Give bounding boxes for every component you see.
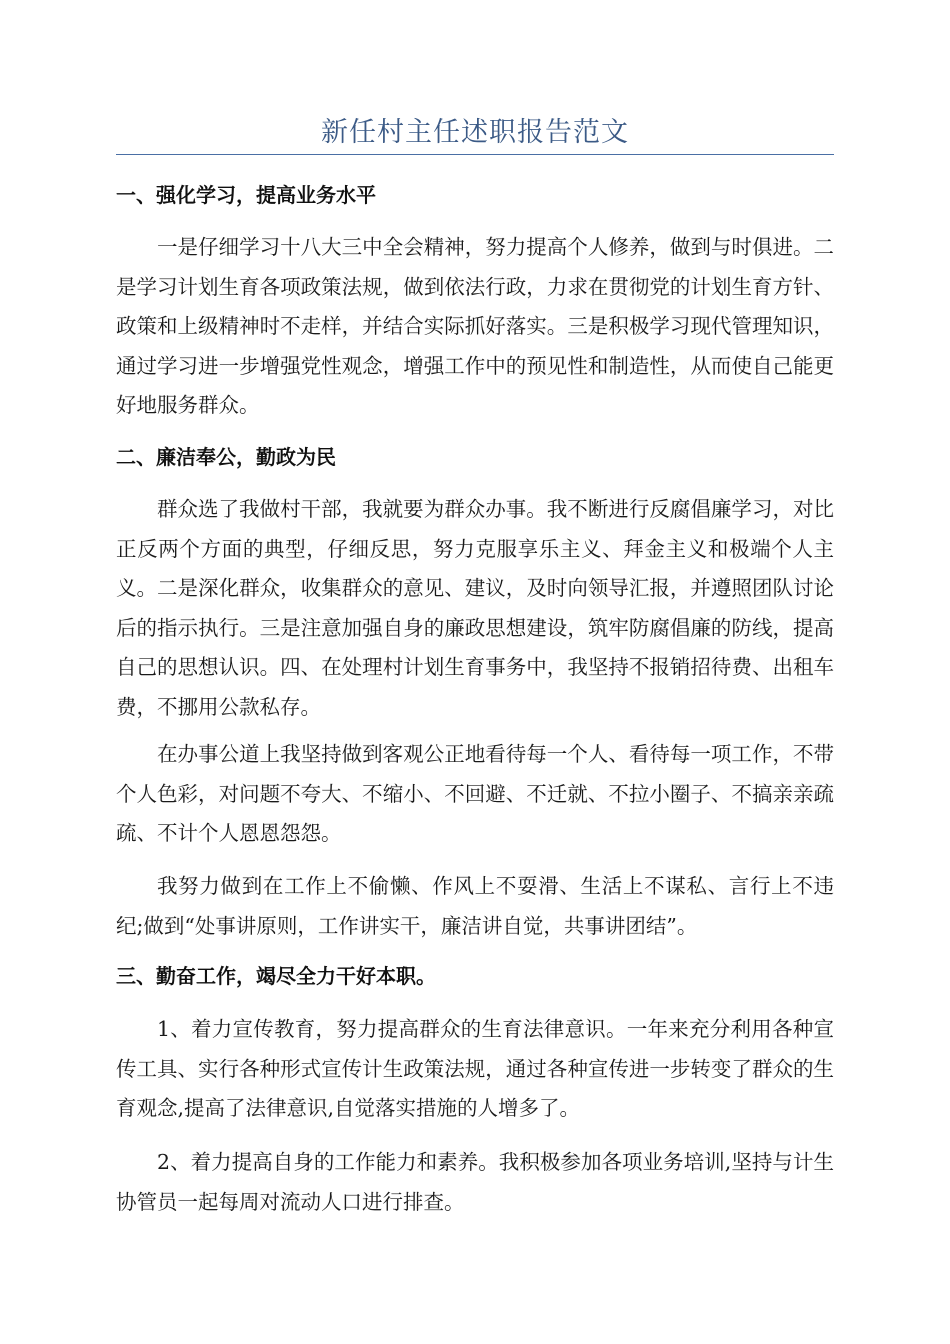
section-2-paragraph-3: 我努力做到在工作上不偷懒、作风上不耍滑、生活上不谋私、言行上不违纪;做到“处事讲原则，工作讲实干，廉洁讲自觉，共事讲团结”。 xyxy=(116,874,834,938)
section-heading-3: 三、勤奋工作，竭尽全力干好本职。 xyxy=(116,964,436,988)
title-underline xyxy=(116,154,834,155)
section-2-paragraph-1: 群众选了我做村干部，我就要为群众办事。我不断进行反腐倡廉学习，对比正反两个方面的典型，仔细反思，努力克服享乐主义、拜金主义和极端个人主义。二是深化群众，收集群众的意见、建议，及时向领导汇报，并遵照团队讨论后的指示执行。三是注意加强自身的廉政思想建设，筑牢防腐倡廉的防线，提高自己的思想认识。四、在处理村计划生育事务中，我坚持不报销招待费、出租车费，不挪用公款私存。 xyxy=(116,497,834,719)
section-heading-2: 二、廉洁奉公，勤政为民 xyxy=(116,445,336,469)
section-heading-1: 一、强化学习，提高业务水平 xyxy=(116,183,376,207)
document-title: 新任村主任述职报告范文 xyxy=(321,117,629,148)
section-2-paragraph-2: 在办事公道上我坚持做到客观公正地看待每一个人、看待每一项工作，不带个人色彩，对问题不夸大、不缩小、不回避、不迁就、不拉小圈子、不搞亲亲疏疏、不计个人恩恩怨怨。 xyxy=(116,742,834,845)
section-3-paragraph-1: 1、着力宣传教育，努力提高群众的生育法律意识。一年来充分利用各种宣传工具、实行各种形式宣传计生政策法规，通过各种宣传进一步转变了群众的生育观念,提高了法律意识,自觉落实措施的人增多了。 xyxy=(116,1017,834,1120)
section-1-paragraph-1: 一是仔细学习十八大三中全会精神，努力提高个人修养，做到与时俱进。二是学习计划生育各项政策法规，做到依法行政，力求在贯彻党的计划生育方针、政策和上级精神时不走样，并结合实际抓好落实。三是积极学习现代管理知识，通过学习进一步增强党性观念，增强工作中的预见性和制造性，从而使自己能更好地服务群众。 xyxy=(116,235,834,417)
section-3-paragraph-2: 2、着力提高自身的工作能力和素养。我积极参加各项业务培训,坚持与计生协管员一起每周对流动人口进行排查。 xyxy=(116,1150,834,1214)
